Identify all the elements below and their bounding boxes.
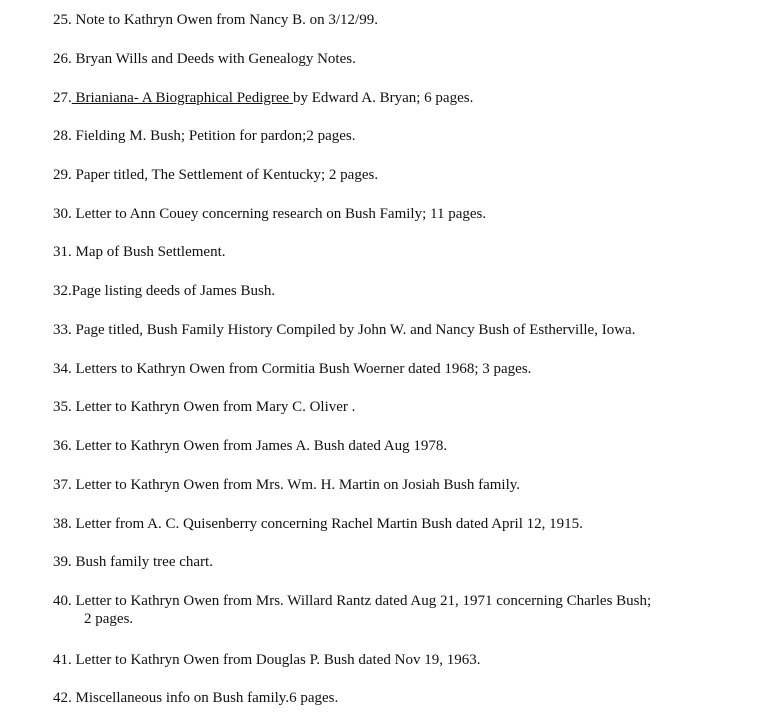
list-item [53,282,275,300]
list-item-text: 28. Fielding M. Bush; Petition for pardon;2 pages. [53,128,356,144]
list-item-text: 33. Page titled, Bush Family History Compiled by John W. and Nancy Bush of Estherville, Iowa. [53,322,636,338]
list-item [53,127,355,145]
book-title: Brianiana- A Biographical Pedigree [71,90,293,106]
list-item [53,689,338,707]
list-item [53,11,378,29]
list-item [53,515,583,533]
list-item-text: 42. Miscellaneous info on Bush family.6 pages. [53,690,339,706]
list-item [53,592,651,628]
list-item [53,243,226,261]
list-item [53,205,486,223]
list-item-text: 31. Map of Bush Settlement. [53,244,226,260]
list-item [53,398,355,416]
list-item-text: 36. Letter to Kathryn Owen from James A. Bush dated Aug 1978. [53,438,448,454]
list-item-text: 39. Bush family tree chart. [53,554,213,570]
list-item-text: 30. Letter to Ann Couey concerning research on Bush Family; 11 pages. [53,206,487,222]
list-item [53,476,520,494]
list-item-text: 40. Letter to Kathryn Owen from Mrs. Willard Rantz dated Aug 21, 1971 concerning Charles Bush; [53,593,652,609]
list-item-text: 29. Paper titled, The Settlement of Kentucky; 2 pages. [53,167,379,183]
list-item-text: 32.Page listing deeds of James Bush. [53,283,276,299]
list-item-number: 27. [53,90,72,106]
list-item-text: 41. Letter to Kathryn Owen from Douglas P. Bush dated Nov 19, 1963. [53,652,481,668]
list-item [53,50,356,68]
list-item-text: 34. Letters to Kathryn Owen from Cormitia Bush Woerner dated 1968; 3 pages. [53,361,532,377]
list-item [53,437,447,455]
list-item-text: 25. Note to Kathryn Owen from Nancy B. on 3/12/99. [53,12,378,28]
list-item-text: 38. Letter from A. C. Quisenberry concerning Rachel Martin Bush dated April 12, 1915. [53,516,583,532]
list-item-text: 37. Letter to Kathryn Owen from Mrs. Wm. H. Martin on Josiah Bush family. [53,477,521,493]
list-item-continuation: 2 pages. [84,611,134,627]
list-item [53,360,531,378]
list-item [53,89,473,107]
list-item [53,651,480,669]
list-item [53,553,213,571]
list-item [53,166,378,184]
list-item-text: 35. Letter to Kathryn Owen from Mary C. Oliver . [53,399,356,415]
list-item-text: 26. Bryan Wills and Deeds with Genealogy Notes. [53,51,356,67]
list-item-text: by Edward A. Bryan; 6 pages. [292,90,474,106]
list-item [53,321,635,339]
